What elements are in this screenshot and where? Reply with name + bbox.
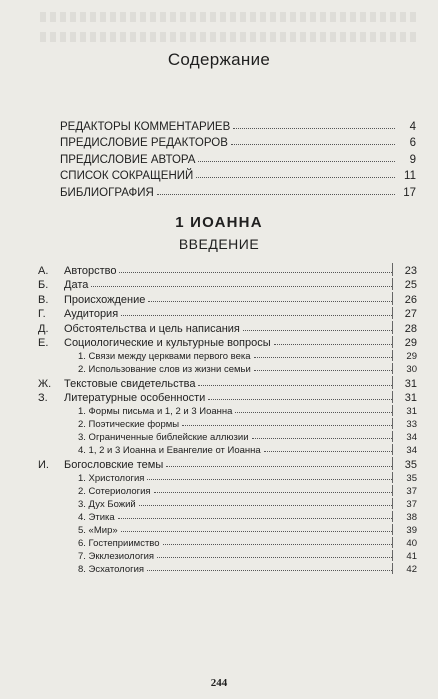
dot-leader [235,412,392,413]
front-matter-item [60,116,416,133]
column-rule [392,537,393,548]
dot-leader [121,315,392,316]
item-page: 6 [409,137,416,149]
toc-subentry [38,349,417,362]
item-label: СПИСОК СОКРАЩЕНИЙ [60,170,194,182]
entry-page: 28 [404,322,417,335]
entry-label: Богословские темы [64,458,164,471]
entry-page: 29 [404,337,417,349]
entry-label: Аудитория [64,308,119,320]
entry-page: 42 [406,563,417,575]
bleed-through-text [40,32,418,42]
dot-leader [157,194,395,195]
entry-label: 1. Христология [78,472,145,484]
entry-letter: А. [38,264,49,277]
dot-leader [119,272,392,273]
column-rule [392,321,393,334]
dot-leader [163,544,392,545]
column-rule [392,263,393,276]
dot-leader [118,518,392,519]
toc-subentry [38,497,417,510]
column-rule [392,391,393,404]
entry-page: 37 [406,485,417,497]
entry-label: 2. Использование слов из жизни семьи [78,364,251,375]
entry-label: 4. 1, 2 и 3 Иоанна и Евангелие от Иоанна [78,445,261,456]
toc-entry [38,335,417,350]
item-label: ПРЕДИСЛОВИЕ РЕДАКТОРОВ [60,137,228,149]
toc-subentry [38,536,417,549]
item-label: РЕДАКТОРЫ КОММЕНТАРИЕВ [60,120,231,133]
column-rule [392,363,393,374]
column-rule [392,350,393,361]
column-rule [392,418,393,429]
item-page: 9 [409,153,416,166]
dot-leader [274,344,392,345]
column-rule [392,472,393,483]
column-rule [392,292,393,305]
dot-leader [121,531,392,532]
entry-label: 6. Гостеприимство [78,537,160,549]
front-matter-item [60,133,416,150]
front-matter-item [60,166,416,183]
front-matter-item [60,149,416,166]
dot-leader [139,505,392,506]
dot-leader [198,161,395,162]
toc-entry [38,291,417,306]
entry-label: Литературные особенности [64,392,206,404]
column-rule [392,405,393,416]
entry-page: 27 [404,308,417,320]
entry-label: 3. Ограниченные библейские аллюзии [78,432,249,443]
entry-letter: Г. [38,308,46,320]
dot-leader [196,177,395,178]
toc-subentry [38,362,417,375]
entry-label: 5. «Мир» [78,524,118,536]
column-rule [392,278,393,291]
toc-subentry [38,523,417,536]
entry-label: Текстовые свидетельства [64,377,196,390]
dot-leader [208,399,392,400]
entry-page: 23 [404,264,417,277]
toc-subentry [38,404,417,417]
entry-page: 35 [406,472,417,484]
entry-page: 31 [404,392,417,404]
item-page: 11 [404,170,416,182]
toc-entry [38,390,417,405]
column-rule [392,431,393,442]
toc-subentry [38,510,417,523]
column-rule [392,524,393,535]
entry-page: 39 [406,524,417,536]
dot-leader [198,385,392,386]
entry-label: 8. Эсхатология [78,563,145,575]
dot-leader [254,357,392,358]
entry-letter: В. [38,293,49,306]
section-heading: ВВЕДЕНИЕ [178,236,260,252]
entry-label: 2. Поэтические формы [78,419,180,430]
dot-leader [166,466,392,467]
front-matter-item [60,182,416,199]
dot-leader [264,451,392,452]
toc-subentry [38,417,417,430]
entry-page: 26 [404,293,417,306]
entry-letter: Д. [38,322,49,335]
front-matter-list [60,116,416,199]
toc-subentry [38,549,417,562]
entry-page: 33 [406,419,417,430]
entry-page: 37 [406,498,417,510]
entry-page: 25 [404,279,417,291]
dot-leader [147,570,392,571]
entry-label: 7. Экклезиология [78,550,155,562]
entry-label: 3. Дух Божий [78,498,136,510]
toc-entry [38,262,417,277]
entry-page: 40 [406,537,417,549]
column-rule [392,563,393,574]
entry-letter: З. [38,392,48,404]
entry-label: 1. Связи между церквами первого века [78,351,251,362]
column-rule [392,444,393,455]
entry-letter: И. [38,458,49,471]
entry-page: 31 [406,406,417,417]
toc-subentry [38,562,417,575]
dot-leader [233,128,395,129]
item-page: 17 [403,186,416,199]
entry-label: Социологические и культурные вопросы [64,337,271,349]
dot-leader [182,425,392,426]
entry-page: 30 [406,364,417,375]
column-rule [392,511,393,522]
entry-label: Авторство [64,264,117,277]
entry-letter: Б. [38,279,49,291]
item-label: ПРЕДИСЛОВИЕ АВТОРА [60,153,196,166]
entry-label: 2. Сотериология [78,485,151,497]
dot-leader [147,479,392,480]
page-title: Содержание [167,50,271,69]
entry-label: Происхождение [64,293,146,306]
entry-page: 38 [406,511,417,523]
entry-letter: Ж. [38,377,52,390]
contents-list [38,262,417,575]
dot-leader [252,438,392,439]
dot-leader [243,330,392,331]
toc-entry [38,320,417,335]
toc-entry [38,375,417,390]
toc-subentry [38,484,417,497]
dot-leader [231,144,395,145]
column-rule [392,485,393,496]
column-rule [392,457,393,470]
entry-letter: Е. [38,337,49,349]
entry-label: 1. Формы письма и 1, 2 и 3 Иоанна [78,406,233,417]
column-rule [392,376,393,389]
column-rule [392,307,393,320]
entry-page: 35 [404,458,417,471]
entry-page: 41 [406,550,417,562]
toc-subentry [38,471,417,484]
dot-leader [254,370,392,371]
entry-label: Обстоятельства и цель написания [64,322,240,335]
entry-page: 34 [406,432,417,443]
dot-leader [154,492,392,493]
toc-entry [38,306,417,321]
book-heading: 1 ИОАННА [175,214,263,231]
entry-label: 4. Этика [78,511,115,523]
toc-subentry [38,443,417,456]
column-rule [392,336,393,349]
toc-entry [38,456,417,471]
column-rule [392,550,393,561]
entry-page: 29 [406,351,417,362]
entry-page: 34 [406,445,417,456]
dot-leader [91,286,392,287]
entry-page: 31 [404,377,417,390]
column-rule [392,498,393,509]
dot-leader [148,301,392,302]
toc-subentry [38,430,417,443]
entry-label: Дата [64,279,89,291]
dot-leader [157,557,392,558]
item-page: 4 [409,120,416,133]
toc-entry [38,277,417,292]
page-number: 244 [210,677,228,689]
bleed-through-text [40,12,418,22]
item-label: БИБЛИОГРАФИЯ [60,186,154,199]
